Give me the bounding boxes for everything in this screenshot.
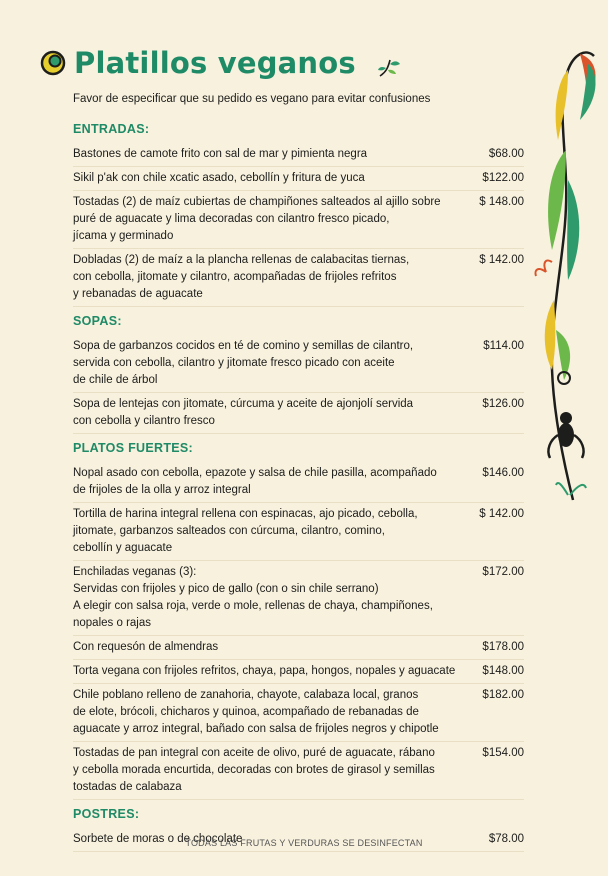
description-line: Chile poblano relleno de zanahoria, chayote, calabaza local, granos	[73, 689, 419, 701]
description-line: A elegir con salsa roja, verde o mole, rellenas de chaya, champiñones,	[73, 600, 433, 612]
description-line: Servidas con frijoles y pico de gallo (con o sin chile serrano)	[73, 583, 379, 595]
menu-list	[73, 121, 524, 852]
menu-item-price: $78.00	[488, 833, 524, 845]
menu-item-price: $146.00	[482, 467, 524, 479]
logo-icon	[40, 50, 66, 76]
menu-item-description	[73, 506, 476, 557]
menu-section	[73, 440, 524, 800]
description-line: cebollín y aguacate	[73, 542, 173, 554]
menu-item-description	[73, 663, 476, 680]
menu-item-description	[73, 745, 476, 796]
description-line: Tostadas de pan integral con aceite de olivo, puré de aguacate, rábano	[73, 747, 435, 759]
description-line: Nopal asado con cebolla, epazote y salsa de chile pasilla, acompañado	[73, 467, 437, 479]
menu-item	[73, 143, 524, 167]
menu-item	[73, 660, 524, 684]
menu-section	[73, 313, 524, 434]
description-line: puré de aguacate y lima decoradas con cilantro fresco picado,	[73, 213, 390, 225]
menu-item-description	[73, 396, 476, 430]
description-line: Con requesón de almendras	[73, 641, 219, 653]
description-line: Dobladas (2) de maíz a la plancha rellenas de calabacitas tiernas,	[73, 254, 410, 266]
menu-item-price: $ 142.00	[479, 508, 524, 520]
menu-item	[73, 167, 524, 191]
section-title: POSTRES:	[73, 807, 140, 821]
description-line: Bastones de camote frito con sal de mar y pimienta negra	[73, 148, 368, 160]
menu-item	[73, 462, 524, 503]
menu-item	[73, 191, 524, 249]
menu-item-price: $148.00	[482, 665, 524, 677]
description-line: y cebolla morada encurtida, decoradas con brotes de girasol y semillas	[73, 764, 435, 776]
menu-item-description	[73, 564, 476, 632]
menu-item-description	[73, 194, 476, 245]
vine-decoration-icon	[528, 40, 608, 510]
description-line: Sopa de garbanzos cocidos en té de comino y semillas de cilantro,	[73, 340, 414, 352]
menu-item	[73, 636, 524, 660]
description-line: aguacate y arroz integral, bañado con salsa de frijoles negros y chipotle	[73, 723, 439, 735]
description-line: de chile de árbol	[73, 374, 158, 386]
menu-item-price: $154.00	[482, 747, 524, 759]
description-line: Enchiladas veganas (3):	[73, 566, 197, 578]
description-line: de elote, brócoli, chicharos y quinoa, acompañado de rebanadas de	[73, 706, 419, 718]
section-title: PLATOS FUERTES:	[73, 441, 194, 455]
menu-section	[73, 121, 524, 307]
menu-item-price: $114.00	[483, 340, 524, 352]
description-line: Sikil p'ak con chile xcatic asado, cebollín y fritura de yuca	[73, 172, 365, 184]
description-line: Torta vegana con frijoles refritos, chaya, papa, hongos, nopales y aguacate	[73, 665, 456, 677]
menu-item-description	[73, 170, 476, 187]
description-line: tostadas de calabaza	[73, 781, 182, 793]
menu-item-price: $ 148.00	[479, 196, 524, 208]
menu-item-description	[73, 639, 476, 656]
menu-item-price: $ 142.00	[479, 254, 524, 266]
section-title: SOPAS:	[73, 314, 122, 328]
section-title: ENTRADAS:	[73, 122, 150, 136]
menu-item	[73, 684, 524, 742]
description-line: con cebolla, jitomate y cilantro, acompañadas de frijoles refritos	[73, 271, 397, 283]
menu-item-price: $68.00	[488, 148, 524, 160]
menu-item-price: $126.00	[482, 398, 524, 410]
menu-item-price: $182.00	[482, 689, 524, 701]
description-line: y rebanadas de aguacate	[73, 288, 203, 300]
description-line: jitomate, garbanzos salteados con cúrcuma, cilantro, comino,	[73, 525, 385, 537]
menu-item-description	[73, 465, 476, 499]
menu-item	[73, 335, 524, 393]
description-line: Tortilla de harina integral rellena con espinacas, ajo picado, cebolla,	[73, 508, 418, 520]
footer-note: TODAS LAS FRUTAS Y VERDURAS SE DESINFECTAN	[185, 838, 423, 848]
title-row	[40, 46, 356, 80]
sprig-icon	[376, 56, 402, 78]
description-line: nopales o rajas	[73, 617, 151, 629]
menu-item	[73, 561, 524, 636]
description-line: con cebolla y cilantro fresco	[73, 415, 215, 427]
menu-item-price: $172.00	[482, 566, 524, 578]
menu-item-description	[73, 252, 476, 303]
page-subtitle: Favor de especificar que su pedido es vegano para evitar confusiones	[73, 93, 431, 105]
description-line: jícama y germinado	[73, 230, 174, 242]
menu-item	[73, 393, 524, 434]
menu-item-price: $122.00	[482, 172, 524, 184]
menu-item-description	[73, 146, 476, 163]
description-line: servida con cebolla, cilantro y jitomate fresco picado con aceite	[73, 357, 395, 369]
menu-item-description	[73, 338, 476, 389]
description-line: de frijoles de la olla y arroz integral	[73, 484, 251, 496]
page-title: Platillos veganos	[74, 46, 356, 80]
menu-item	[73, 742, 524, 800]
menu-item-price: $178.00	[482, 641, 524, 653]
description-line: Sorbete de moras o de chocolate	[73, 833, 243, 845]
menu-item-description	[73, 687, 476, 738]
menu-item	[73, 503, 524, 561]
description-line: Sopa de lentejas con jitomate, cúrcuma y aceite de ajonjolí servida	[73, 398, 414, 410]
description-line: Tostadas (2) de maíz cubiertas de champiñones salteados al ajillo sobre	[73, 196, 441, 208]
menu-item	[73, 249, 524, 307]
